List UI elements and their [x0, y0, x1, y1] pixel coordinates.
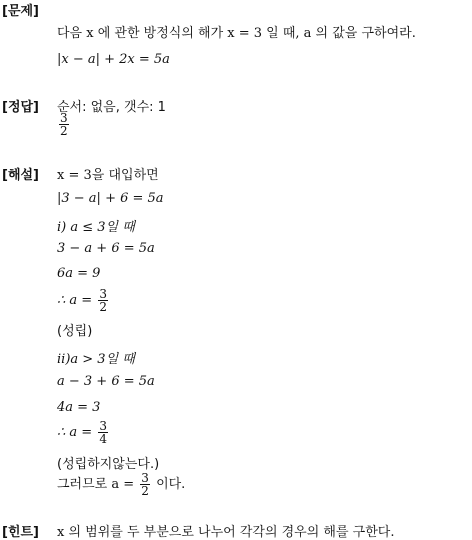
solution-line-2: |3 − a| + 6 = 5a	[57, 191, 164, 206]
solution-line-4: 3 − a + 6 = 5a	[57, 241, 155, 256]
answer-fraction-numerator: 3	[60, 111, 68, 125]
answer-label: [정답]	[2, 100, 39, 115]
solution-line-11-denominator: 4	[99, 432, 107, 446]
solution-line-13-denominator: 2	[141, 484, 149, 498]
answer-fraction-denominator: 2	[60, 124, 68, 138]
problem-label: [문제]	[2, 4, 39, 19]
solution-line-11-numerator: 3	[99, 419, 107, 433]
solution-label: [해설]	[2, 168, 39, 183]
solution-line-11-prefix: ∴ a =	[57, 425, 93, 440]
solution-line-12: (성립하지않는다.)	[57, 457, 160, 472]
solution-line-5: 6a = 9	[57, 266, 101, 281]
solution-line-1: x = 3을 대입하면	[57, 168, 159, 183]
problem-equation: |x − a| + 2x = 5a	[57, 52, 170, 67]
solution-line-6-numerator: 3	[99, 287, 107, 301]
answer-meta: 순서: 없음, 갯수: 1	[57, 100, 166, 115]
solution-line-13-prefix: 그러므로 a =	[57, 477, 135, 492]
solution-line-13-numerator: 3	[141, 471, 149, 485]
solution-line-9: a − 3 + 6 = 5a	[57, 374, 155, 389]
solution-line-6-prefix: ∴ a =	[57, 293, 93, 308]
hint-label: [힌트]	[2, 525, 39, 540]
problem-statement: 다음 x 에 관한 방정식의 해가 x = 3 일 때, a 의 값을 구하여라.	[57, 26, 416, 41]
solution-line-6	[57, 288, 110, 313]
answer-value	[57, 112, 71, 137]
solution-line-13-fraction	[140, 472, 150, 497]
solution-line-11-fraction	[98, 420, 108, 445]
solution-line-6-denominator: 2	[99, 300, 107, 314]
answer-fraction	[59, 112, 69, 137]
solution-line-10: 4a = 3	[57, 400, 101, 415]
solution-line-11	[57, 420, 110, 445]
solution-line-6-fraction	[98, 288, 108, 313]
solution-line-13	[57, 472, 185, 497]
solution-line-8: ii)a > 3일 때	[57, 352, 135, 367]
solution-line-7: (성립)	[57, 324, 93, 339]
solution-line-13-suffix: 이다.	[156, 477, 186, 492]
hint-text: x 의 범위를 두 부분으로 나누어 각각의 경우의 해를 구한다.	[57, 525, 395, 540]
solution-line-3: i) a ≤ 3일 때	[57, 220, 135, 235]
